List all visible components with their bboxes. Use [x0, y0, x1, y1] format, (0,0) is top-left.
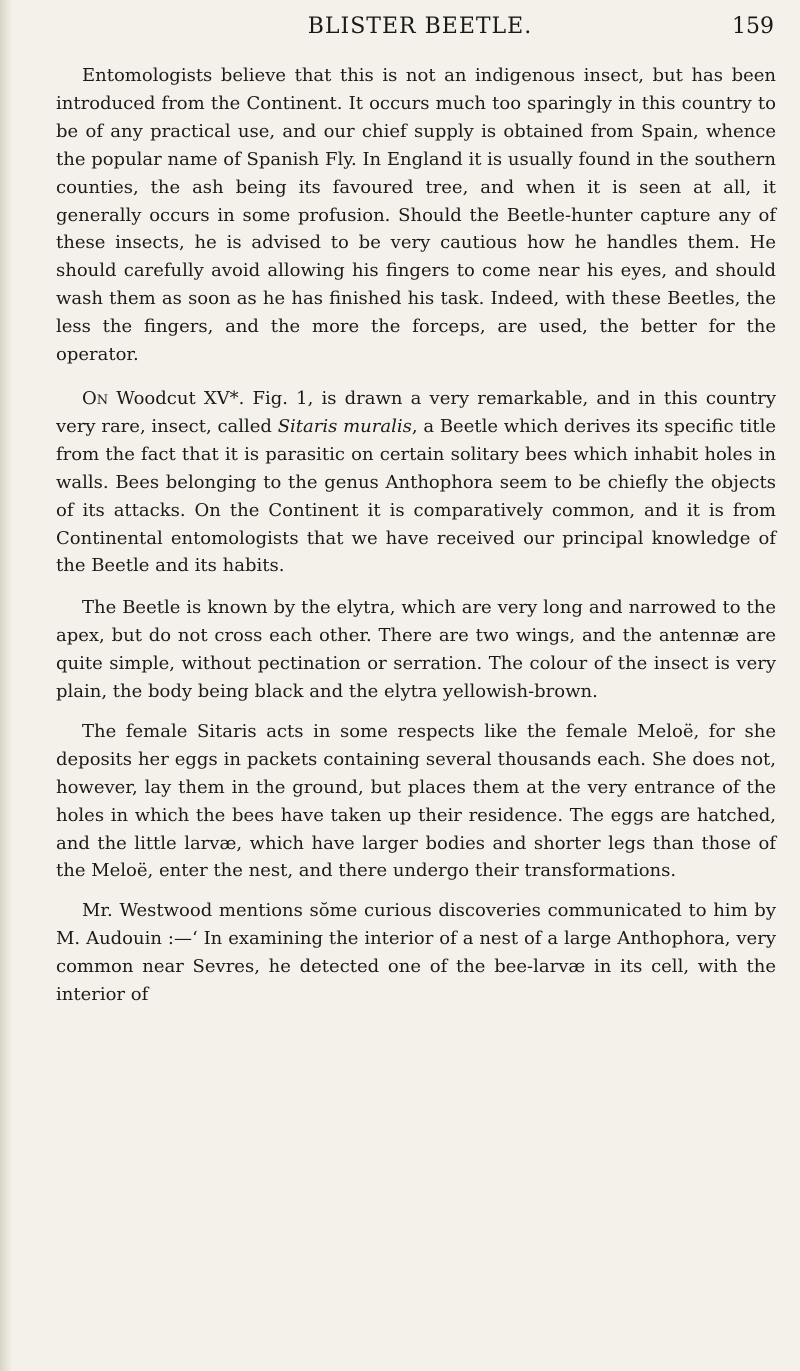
paragraph-lead-word: On	[82, 387, 109, 409]
paragraph-sitaris-muralis	[56, 385, 776, 580]
paragraph-text: , a Beetle which derives its specific title from the fact that it is parasitic on certain solitary bees which inhabit holes in walls. Bees belonging to the genus Anthophora seem to be chiefly the objects of its attacks. On the Continent it is comparatively common, and it is from Continental entomologists that we have received our principal knowledge of the Beetle and its habits.	[56, 415, 776, 577]
page-header	[0, 0, 800, 60]
paragraph-female-sitaris: The female Sitaris acts in some respects like the female Meloë, for she deposits her eggs in packets containing several thousands each. She does not, however, lay them in the ground, but places them at the very entrance of the holes in which the bees have taken up their residence. The eggs are hatched, and the little larvæ, which have larger bodies and shorter legs than those of the Meloë, enter the nest, and there undergo their transformations.	[56, 720, 776, 882]
paragraph-elytra: The Beetle is known by the elytra, which are very long and narrowed to the apex, but do not cross each other. There are two wings, and the antennæ are quite simple, without pectination or serration. The colour of the insect is very plain, the body being black and the elytra yellowish-brown.	[56, 597, 776, 703]
body-text	[56, 62, 776, 1021]
page-gutter-shadow	[0, 0, 12, 1371]
running-title: BLISTER BEETLE.	[307, 14, 533, 39]
paragraph-westwood: Mr. Westwood mentions sŏme curious discoveries communicated to him by M. Audouin :—‘ In examining the interior of a nest of a large Anthophora, very common near Sevres, he detected one of the bee-larvæ in its cell, with the interior of	[56, 900, 776, 1006]
paragraph-text: Woodcut XV*. Fig. 1, is drawn a very remarkable, and in this country very rare, insect, called	[56, 387, 776, 437]
page-number: 159	[732, 14, 774, 39]
species-name: Sitaris muralis	[277, 415, 412, 437]
paragraph-spanish-fly: Entomologists believe that this is not an indigenous insect, but has been introduced from the Continent. It occurs much too sparingly in this country to be of any practical use, and our chief supply is obtained from Spain, whence the popular name of Spanish Fly. In England it is usually found in the southern counties, the ash being its favoured tree, and when it is seen at all, it generally occurs in some profusion. Should the Beetle-hunter capture any of these insects, he is advised to be very cautious how he handles them. He should carefully avoid allowing his fingers to come near his eyes, and should wash them as soon as he has finished his task. Indeed, with these Beetles, the less the fingers, and the more the forceps, are used, the better for the operator.	[56, 65, 776, 366]
